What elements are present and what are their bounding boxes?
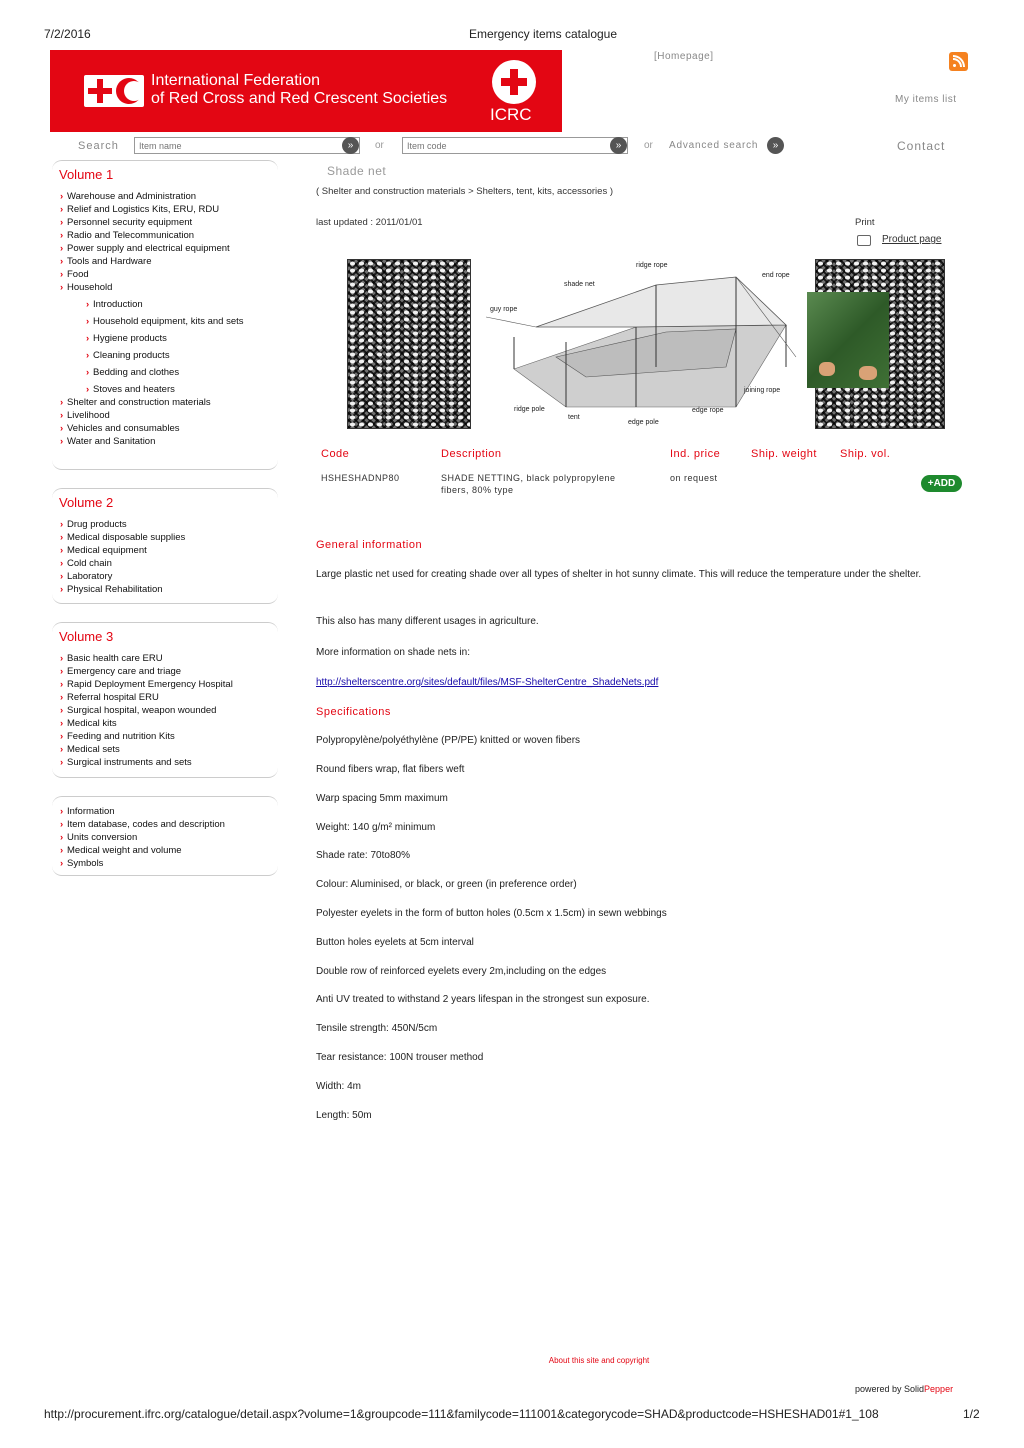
powered-by[interactable]	[855, 1384, 953, 1394]
row-price: on request	[670, 473, 718, 483]
shade-nets-pdf-link[interactable]: http://shelterscentre.org/sites/default/files/MSF-ShelterCentre_ShadeNets.pdf	[316, 677, 659, 688]
volume1-nav	[52, 190, 278, 448]
shade-net-photo-left	[347, 259, 471, 429]
print-title: Emergency items catalogue	[468, 27, 618, 41]
spec-item: Button holes eyelets at 5cm interval	[316, 937, 474, 948]
breadcrumb: ( Shelter and construction materials > Shelters, tent, kits, accessories )	[316, 186, 614, 197]
nav-subitem[interactable]: › Hygiene products	[52, 332, 278, 345]
volume1-title[interactable]: Volume 1	[59, 167, 114, 182]
nav-subitem[interactable]: › Bedding and clothes	[52, 366, 278, 379]
nav-item[interactable]: › Physical Rehabilitation	[52, 583, 278, 596]
nav-item[interactable]: › Emergency care and triage	[52, 665, 278, 678]
diagram-label-edge-pole: edge pole	[628, 419, 659, 426]
nav-item[interactable]: › Basic health care ERU	[52, 652, 278, 665]
product-page-link[interactable]: Product page	[882, 234, 942, 245]
col-header-weight: Ship. weight	[751, 448, 817, 460]
nav-item[interactable]: › Tools and Hardware	[52, 255, 278, 268]
nav-item[interactable]: › Drug products	[52, 518, 278, 531]
last-updated: last updated : 2011/01/01	[316, 217, 423, 228]
nav-item[interactable]: › Medical disposable supplies	[52, 531, 278, 544]
org-name-line2: of Red Cross and Red Crescent Societies	[151, 90, 448, 107]
item-name-input[interactable]	[134, 137, 360, 154]
nav-item[interactable]: › Personnel security equipment	[52, 216, 278, 229]
nav-item[interactable]: › Item database, codes and description	[52, 818, 278, 831]
item-name-go-button[interactable]: »	[342, 137, 359, 154]
row-description-line2: fibers, 80% type	[441, 485, 514, 495]
nav-item[interactable]: › Surgical hospital, weapon wounded	[52, 704, 278, 717]
nav-item[interactable]: › Laboratory	[52, 570, 278, 583]
icrc-emblem-icon	[492, 60, 536, 104]
info-nav	[52, 805, 278, 870]
print-label: Print	[855, 217, 875, 228]
spec-item: Polypropylène/polyéthylène (PP/PE) knitted or woven fibers	[316, 735, 581, 746]
about-copyright-link[interactable]: About this site and copyright	[548, 1356, 650, 1365]
my-items-link[interactable]: My items list	[895, 94, 957, 105]
diagram-label-end-rope: end rope	[762, 272, 790, 279]
volume3-nav	[52, 652, 278, 769]
powered-by-text: powered by Solid	[855, 1384, 925, 1394]
col-header-description: Description	[441, 448, 502, 460]
nav-item[interactable]: › Cold chain	[52, 557, 278, 570]
shelter-diagram	[486, 257, 802, 431]
nav-item[interactable]: › Medical weight and volume	[52, 844, 278, 857]
product-title: Shade net	[327, 164, 387, 178]
org-name-line1: International Federation	[151, 72, 320, 89]
print-url: http://procurement.ifrc.org/catalogue/detail.aspx?volume=1&groupcode=111&familycode=111001&categorycode=SHAD&productcode=HSHESHAD01#1_108	[44, 1407, 879, 1421]
rss-feed-icon[interactable]	[949, 52, 968, 71]
nav-item[interactable]: › Radio and Telecommunication	[52, 229, 278, 242]
volume3-panel	[52, 622, 278, 778]
info-panel	[52, 796, 278, 876]
nav-subitem[interactable]: › Household equipment, kits and sets	[52, 315, 262, 328]
nav-item[interactable]: › Information	[52, 805, 278, 818]
item-code-go-button[interactable]: »	[610, 137, 627, 154]
advanced-search-go-button[interactable]: »	[767, 137, 784, 154]
row-description-line1: SHADE NETTING, black polypropylene	[441, 473, 616, 483]
nav-item[interactable]: › Household	[52, 281, 278, 294]
diagram-label-guy-rope: guy rope	[490, 306, 518, 313]
diagram-label-ridge-pole: ridge pole	[514, 406, 545, 413]
nav-item[interactable]: › Shelter and construction materials	[52, 396, 278, 409]
spec-item: Length: 50m	[316, 1110, 372, 1121]
powered-by-brand: Pepper	[924, 1384, 954, 1394]
nav-item[interactable]: › Medical sets	[52, 743, 278, 756]
nav-subitem[interactable]: › Cleaning products	[52, 349, 278, 362]
nav-item[interactable]: › Food	[52, 268, 278, 281]
spec-item: Round fibers wrap, flat fibers weft	[316, 764, 465, 775]
diagram-label-ridge-rope: ridge rope	[636, 262, 668, 269]
spec-item: Width: 4m	[316, 1081, 362, 1092]
or-label: or	[375, 140, 384, 151]
general-info-title: General information	[316, 539, 423, 551]
nav-item[interactable]: › Units conversion	[52, 831, 278, 844]
spec-item: Double row of reinforced eyelets every 2m,including on the edges	[316, 966, 607, 977]
nav-item[interactable]: › Livelihood	[52, 409, 278, 422]
volume2-title[interactable]: Volume 2	[59, 495, 114, 510]
nav-item[interactable]: › Water and Sanitation	[52, 435, 278, 448]
print-page-number: 1/2	[963, 1407, 980, 1421]
icrc-label: ICRC	[490, 105, 532, 124]
row-description	[441, 472, 616, 496]
specifications-title: Specifications	[316, 706, 391, 718]
volume2-panel	[52, 488, 278, 604]
spec-item: Weight: 140 g/m² minimum	[316, 822, 436, 833]
col-header-code: Code	[321, 448, 350, 460]
nav-item[interactable]: › Surgical instruments and sets	[52, 756, 278, 769]
diagram-label-shade-net: shade net	[564, 281, 595, 288]
nav-item[interactable]: › Referral hospital ERU	[52, 691, 278, 704]
row-code: HSHESHADNP80	[321, 473, 400, 483]
spec-item: Colour: Aluminised, or black, or green (in preference order)	[316, 879, 577, 890]
contact-link[interactable]: Contact	[897, 139, 946, 153]
nav-item[interactable]: › Feeding and nutrition Kits	[52, 730, 278, 743]
green-net-photo	[807, 292, 889, 388]
print-date: 7/2/2016	[44, 27, 91, 41]
advanced-search-link[interactable]: Advanced search	[669, 140, 759, 151]
spec-item: Tensile strength: 450N/5cm	[316, 1023, 438, 1034]
spec-item: Polyester eyelets in the form of button holes (0.5cm x 1.5cm) in sewn webbings	[316, 908, 667, 919]
spec-item: Warp spacing 5mm maximum	[316, 793, 448, 804]
nav-item[interactable]: › Warehouse and Administration	[52, 190, 278, 203]
printer-icon[interactable]	[857, 235, 871, 246]
nav-subitem[interactable]: › Introduction	[52, 298, 278, 311]
nav-subitem[interactable]: › Stoves and heaters	[52, 383, 278, 396]
item-code-input[interactable]	[402, 137, 628, 154]
col-header-price: Ind. price	[670, 448, 721, 460]
diagram-label-joining-rope: joining rope	[744, 387, 781, 394]
general-info-p1: Large plastic net used for creating shade over all types of shelter in hot sunny climate. This will reduce the temperature under the shelter.	[316, 569, 922, 580]
nav-item[interactable]: › Medical kits	[52, 717, 278, 730]
general-info-p2: This also has many different usages in agriculture.	[316, 616, 539, 627]
homepage-link[interactable]: [Homepage]	[654, 51, 714, 62]
spec-item: Tear resistance: 100N trouser method	[316, 1052, 484, 1063]
volume1-panel	[52, 160, 278, 470]
col-header-volume: Ship. vol.	[840, 448, 891, 460]
diagram-label-tent: tent	[568, 414, 580, 421]
volume2-nav	[52, 518, 278, 596]
general-info-p3: More information on shade nets in:	[316, 647, 470, 658]
org-name	[151, 72, 447, 108]
nav-item[interactable]: › Power supply and electrical equipment	[52, 242, 278, 255]
nav-item[interactable]: › Relief and Logistics Kits, ERU, RDU	[52, 203, 278, 216]
spec-item: Shade rate: 70to80%	[316, 850, 410, 861]
nav-item[interactable]: › Rapid Deployment Emergency Hospital	[52, 678, 278, 691]
search-label: Search	[78, 140, 119, 152]
volume3-title[interactable]: Volume 3	[59, 629, 114, 644]
diagram-label-edge-rope: edge rope	[692, 407, 724, 414]
spec-item: Anti UV treated to withstand 2 years lifespan in the strongest sun exposure.	[316, 994, 650, 1005]
nav-item[interactable]: › Medical equipment	[52, 544, 278, 557]
or-label-2: or	[644, 140, 653, 151]
nav-item[interactable]: › Symbols	[52, 857, 278, 870]
ifrc-logo-icon	[84, 75, 144, 107]
nav-item[interactable]: › Vehicles and consumables	[52, 422, 278, 435]
add-to-list-button[interactable]: +ADD	[921, 475, 962, 492]
